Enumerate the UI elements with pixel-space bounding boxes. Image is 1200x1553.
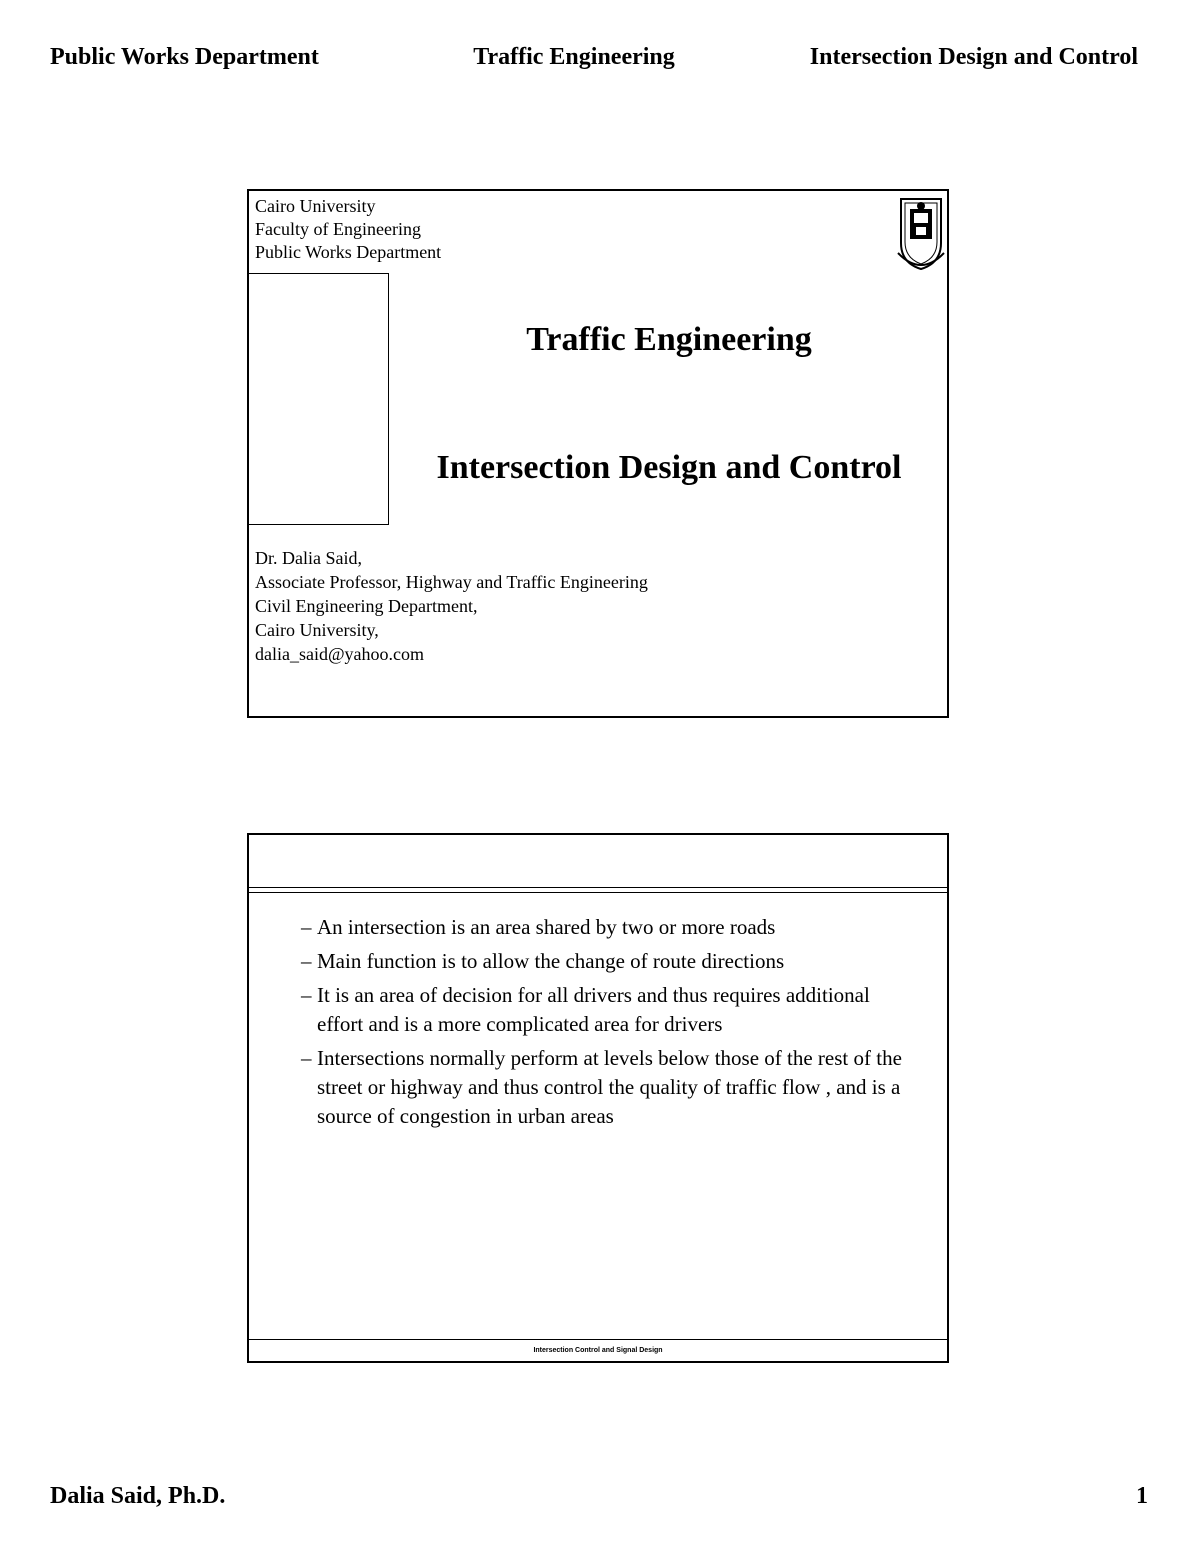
list-item (301, 947, 921, 976)
slide-intersection-overview (247, 833, 949, 1363)
page-header-center: Traffic Engineering (473, 44, 675, 70)
bullet-text: Intersections normally perform at levels below those of the rest of the street or highway and thus control the quality of traffic flow , and is a source of congestion in urban areas (317, 1046, 902, 1128)
dash-bullet-icon: – (301, 915, 312, 939)
page-header-right: Intersection Design and Control (809, 44, 1138, 70)
slide-subtitle: Intersection Design and Control (436, 449, 902, 486)
list-item (301, 1044, 921, 1131)
footer-divider (249, 1339, 947, 1340)
list-item (301, 913, 921, 942)
dash-bullet-icon: – (301, 1046, 312, 1070)
dash-bullet-icon: – (301, 983, 312, 1007)
photo-placeholder (249, 273, 389, 525)
author-block (255, 546, 648, 666)
page-number: 1 (1136, 1483, 1148, 1509)
author-university: Cairo University, (255, 620, 379, 640)
author-name: Dr. Dalia Said, (255, 548, 362, 568)
institution-block (255, 195, 441, 264)
institution-line: Cairo University (255, 196, 376, 216)
institution-line: Public Works Department (255, 242, 442, 262)
bullet-text: An intersection is an area shared by two or more roads (317, 915, 776, 939)
dash-bullet-icon: – (301, 949, 312, 973)
author-email: dalia_said@yahoo.com (255, 644, 425, 664)
list-item (301, 981, 921, 1039)
bullet-list (301, 913, 921, 1136)
bullet-text: It is an area of decision for all drivers and thus requires additional effort and is a more complicated area for drivers (317, 983, 870, 1036)
page-header-left: Public Works Department (50, 44, 319, 70)
bullet-text: Main function is to allow the change of route directions (317, 949, 785, 973)
slide-title: Traffic Engineering (526, 321, 812, 358)
author-department: Civil Engineering Department, (255, 596, 478, 616)
slide-title-card (247, 189, 949, 718)
university-crest-icon (896, 193, 946, 273)
slide-footer: Intersection Control and Signal Design (533, 1347, 663, 1354)
institution-line: Faculty of Engineering (255, 219, 421, 239)
page-footer-author: Dalia Said, Ph.D. (50, 1483, 226, 1509)
title-divider (249, 887, 947, 888)
author-position: Associate Professor, Highway and Traffic Engineering (255, 572, 648, 592)
title-divider (249, 892, 947, 893)
